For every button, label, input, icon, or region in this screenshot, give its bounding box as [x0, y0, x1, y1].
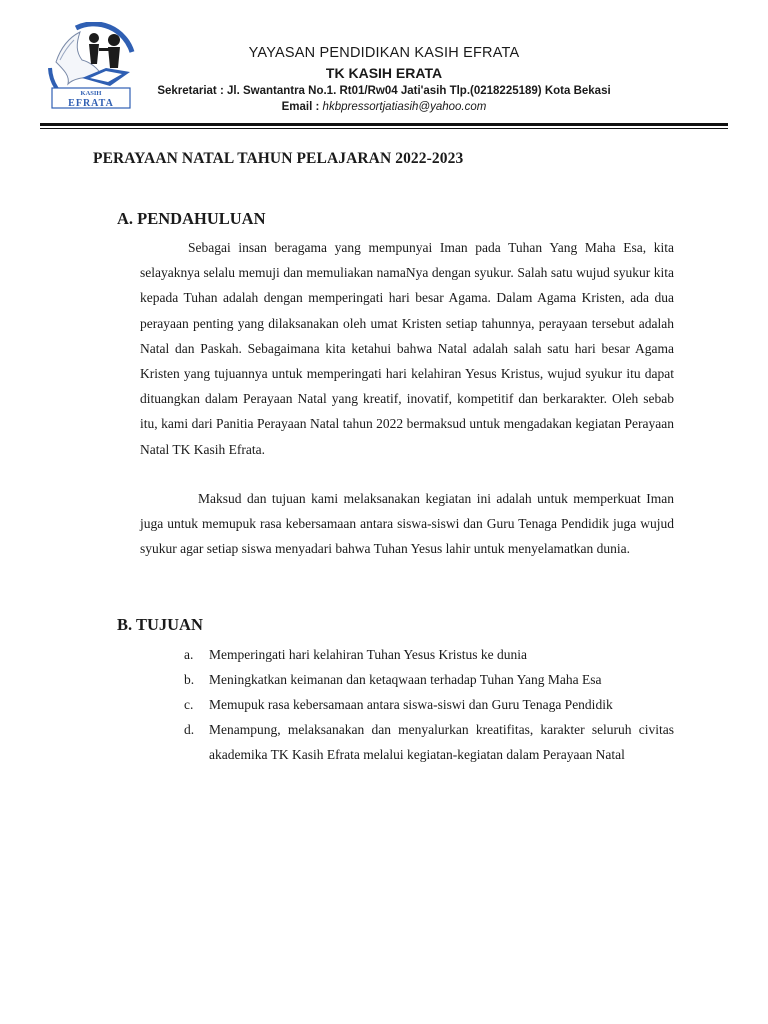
- introduction-paragraph-1: Sebagai insan beragama yang mempunyai Iman pada Tuhan Yang Maha Esa, kita selayaknya selalu memuji dan memuliakan namaNya dengan syukur. Salah satu wujud syukur kita kepada Tuhan adalah dengan memperingati hari besar Agama. Dalam Agama Kristen, ada dua perayaan penting yang dilaksanakan oleh umat Kristen setiap tahunnya, perayaan tersebut adalah Natal dan Paskah. Sebagaimana kita ketahui bahwa Natal adalah salah satu hari besar Agama Kristen yang tujuannya untuk memperingati hari kelahiran Yesus Kristus, wujud syukur itu dapat dituangkan dalam Perayaan Natal yang kreatif, inovatif, kompetitif dan berkarakter. Oleh sebab itu, kami dari Panitia Perayaan Natal tahun 2022 bermaksud untuk mengadakan kegiatan Perayaan Natal TK Kasih Efrata.: [140, 240, 674, 457]
- goal-item: [184, 692, 674, 717]
- foundation-name: YAYASAN PENDIDIKAN KASIH EFRATA: [248, 45, 520, 61]
- family-figures-icon: [89, 33, 120, 68]
- school-address: Sekretariat : Jl. Swantantra No.1. Rt01/Rw04 Jati'asih Tlp.(0218225189) Kota Bekasi: [157, 85, 611, 97]
- introduction-paragraph-2: Maksud dan tujuan kami melaksanakan kegiatan ini adalah untuk memperkuat Iman juga untuk memupuk rasa kebersamaan antara siswa-siswi dan Guru Tenaga Pendidik juga wujud syukur agar setiap siswa menyadari bahwa Tuhan Yesus lahir untuk menyelamatkan dunia.: [140, 491, 674, 557]
- document-title: PERAYAAN NATAL TAHUN PELAJARAN 2022-2023: [93, 150, 464, 167]
- goal-text: Meningkatkan keimanan dan ketaqwaan terhadap Tuhan Yang Maha Esa: [209, 672, 602, 687]
- goal-text: Menampung, melaksanakan dan menyalurkan kreatifitas, karakter seluruh civitas akademika TK Kasih Efrata melalui kegiatan-kegiatan dalam Perayaan Natal: [209, 722, 674, 762]
- school-email: [140, 99, 628, 115]
- email-value: hkbpressortjatiasih@yahoo.com: [322, 101, 487, 113]
- goal-letter: d.: [184, 722, 195, 737]
- logo-text: KASIH: [80, 90, 102, 97]
- school-name: TK KASIH ERATA: [325, 65, 443, 81]
- letterhead: [140, 44, 628, 115]
- goal-text: Memperingati hari kelahiran Tuhan Yesus Kristus ke dunia: [209, 647, 527, 662]
- section-b-heading: B. TUJUAN: [117, 615, 203, 634]
- goal-text: Memupuk rasa kebersamaan antara siswa-siswi dan Guru Tenaga Pendidik: [209, 697, 613, 712]
- goal-item: [184, 667, 674, 692]
- goal-item: [184, 642, 674, 667]
- goal-letter: c.: [184, 697, 194, 712]
- goal-item: [184, 717, 674, 767]
- goal-letter: a.: [184, 647, 194, 662]
- section-a-heading: A. PENDAHULUAN: [117, 209, 266, 228]
- email-label: Email :: [281, 101, 320, 113]
- letterhead-divider-thin: [40, 128, 728, 129]
- logo-text-efrata: EFRATA: [68, 98, 114, 109]
- goal-letter: b.: [184, 672, 195, 687]
- letterhead-divider-thick: [40, 123, 728, 126]
- school-logo: [46, 22, 136, 112]
- goals-list: [184, 642, 674, 767]
